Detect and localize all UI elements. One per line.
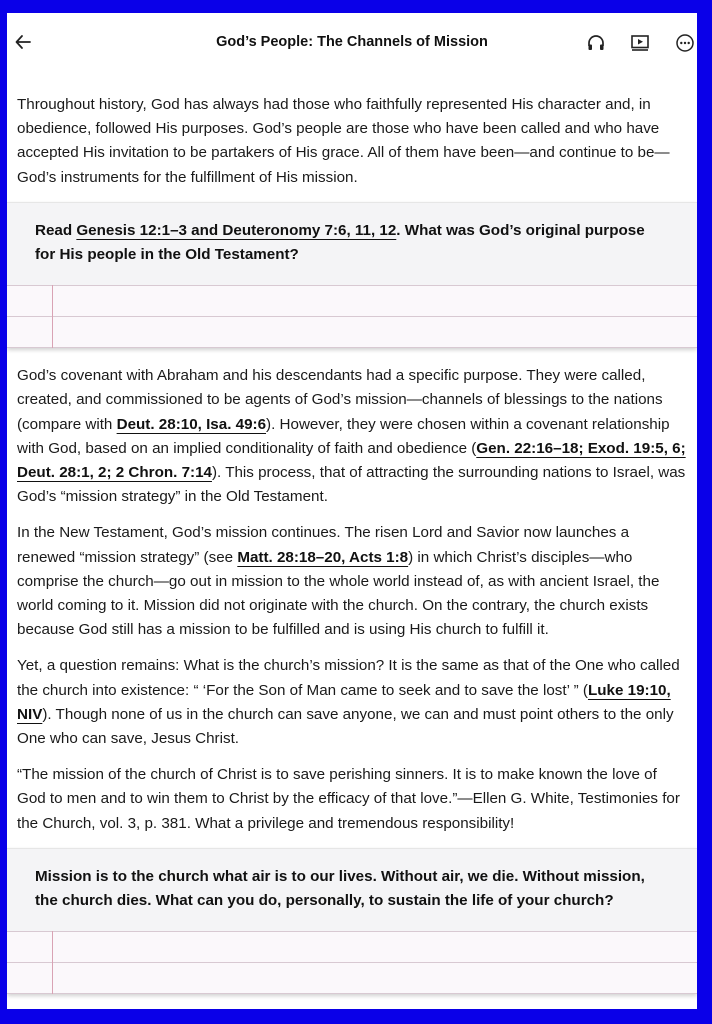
lesson-content — [7, 69, 697, 1009]
question-text: Read Genesis 12:1–3 and Deuteronomy 7:6, 11, 12. What was God’s original purpose for His people in the Old Testament? — [35, 221, 645, 264]
app-window — [7, 13, 697, 1009]
question-card — [7, 202, 697, 348]
bible-reference-link[interactable]: Luke 19:10, NIV — [17, 681, 671, 723]
more-icon[interactable] — [675, 33, 695, 53]
bible-reference-link[interactable]: Matt. 28:18–20, Acts 1:8 — [237, 548, 409, 566]
quote-paragraph: “The mission of the church of Christ is to save perishing sinners. It is to make known the love of God to men and to win them to Christ by the efficacy of that love.”—Ellen G. White, Testimonies for the Church, vol. 3, p. 381. What a privilege and tremendous responsibility! — [17, 766, 680, 832]
margin-line — [52, 931, 53, 994]
paragraph: In the New Testament, God’s mission continues. The risen Lord and Savior now launches a renewed “mission strategy” (see Matt. 28:18–20, Acts 1:8) in which Christ’s disciples—who comprise the church—go out in mission to the whole world instead of, as with ancient Israel, the world coming to it. Mission did not originate with the church. On the contrary, the church exists because God still has a mission to be fulfilled and is using His church to fulfill it. — [17, 524, 660, 639]
margin-line — [52, 285, 53, 348]
top-bar — [7, 13, 697, 69]
intro-paragraph: Throughout history, God has always had those who faithfully represented His character and, in obedience, followed His purposes. God’s people are those who have been called and who have accepted His invitation to be partakers of His grace. All of them have been—and continue to be—God’s instruments for the fulfillment of His mission. — [17, 96, 670, 186]
paragraph: God’s covenant with Abraham and his descendants had a specific purpose. They were called, created, and commissioned to be agents of God’s mission—channels of blessings to the nations (compare with Deut. 28:10, Isa. 49:6). However, they were chosen within a covenant relationship with God, based on an implied conditionality of faith and obedience (Gen. 22:16–18; Exod. 19:5, 6; Deut. 28:1, 2; 2 Chron. 7:14). This process, that of attracting the surrounding nations to Israel, was God’s “mission strategy” in the Old Testament. — [17, 367, 686, 506]
headphones-icon[interactable] — [586, 33, 606, 53]
question-card — [7, 848, 697, 994]
answer-field[interactable] — [7, 931, 697, 994]
question-text: Mission is to the church what air is to our lives. Without air, we die. Without mission, the church dies. What can you do, personally, to sustain the life of your church? — [35, 867, 645, 910]
answer-field[interactable] — [7, 285, 697, 348]
play-video-icon[interactable] — [630, 33, 650, 53]
bible-reference-link[interactable]: Deut. 28:10, Isa. 49:6 — [116, 415, 267, 433]
paragraph: Yet, a question remains: What is the church’s mission? It is the same as that of the One who called the church into existence: “ ‘For the Son of Man came to seek and to save the lost’ ” (Luke 19:10, NIV). Though none of us in the church can save anyone, we can and must point others to the only One who can save, Jesus Christ. — [17, 657, 680, 748]
bible-reference-link[interactable]: Genesis 12:1–3 and Deuteronomy 7:6, 11, 12 — [76, 221, 397, 239]
bible-reference-link[interactable]: Gen. 22:16–18; Exod. 19:5, 6; Deut. 28:1, 2; 2 Chron. 7:14 — [17, 439, 686, 482]
page-title: God’s People: The Channels of Mission — [216, 34, 488, 50]
